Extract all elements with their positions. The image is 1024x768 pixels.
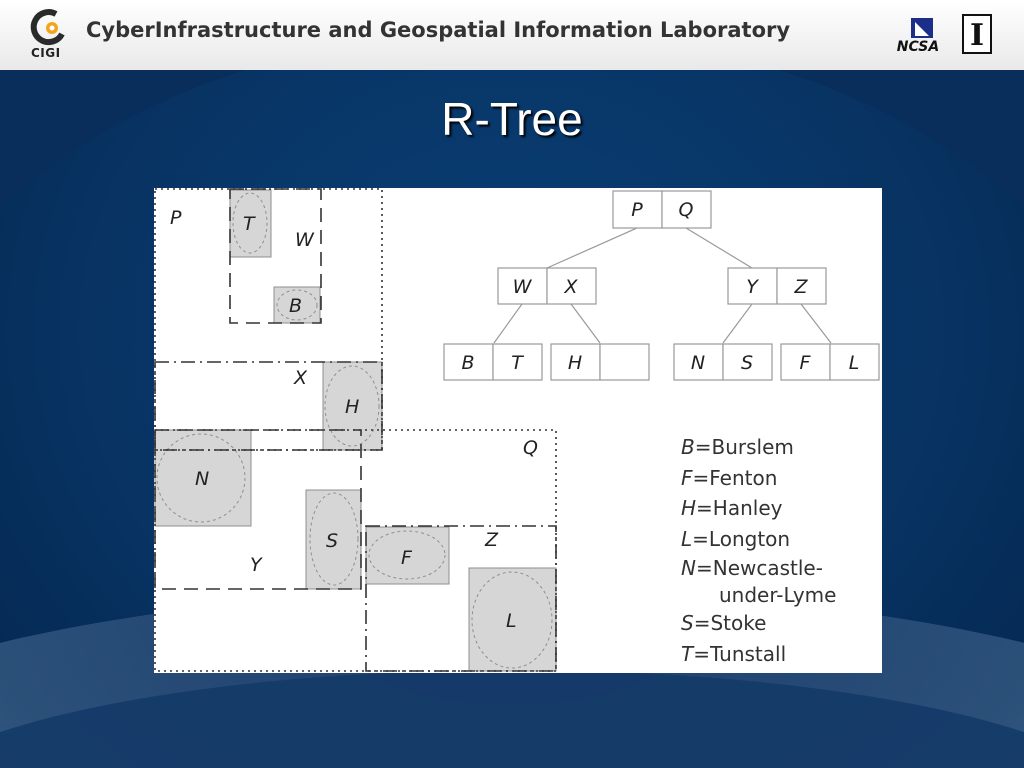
- tree-leaf-entry-B: B: [461, 352, 475, 374]
- region-label-F: F: [401, 547, 412, 569]
- tree-leaf-entry-S: S: [740, 352, 754, 374]
- tree-node-entry-X: X: [564, 276, 578, 298]
- tree-leaf-entry-F: F: [799, 352, 811, 374]
- region-label-Z: Z: [485, 529, 499, 551]
- tree-leaf-entry-L: L: [848, 352, 860, 374]
- region-label-B: B: [289, 295, 303, 317]
- legend-item: F=Fenton: [681, 465, 778, 490]
- illinois-logo-icon: [962, 14, 992, 54]
- rtree-figure: [154, 188, 882, 673]
- illinois-label: I: [969, 18, 985, 53]
- region-label-X: X: [294, 367, 308, 389]
- lab-title: CyberInfrastructure and Geospatial Information Laboratory: [86, 18, 791, 42]
- legend-item: N=Newcastle-: [681, 556, 823, 580]
- tree-node-entry-Y: Y: [746, 276, 758, 298]
- region-label-Y: Y: [250, 554, 262, 576]
- legend: [681, 432, 836, 669]
- legend-item: T=Tunstall: [681, 641, 787, 666]
- slide-title: R-Tree: [441, 93, 583, 145]
- legend-item: H=Hanley: [681, 496, 783, 520]
- legend-item: L=Longton: [681, 526, 791, 551]
- ncsa-logo-icon: [891, 16, 945, 56]
- tree-leaf-entry-T: T: [511, 352, 523, 374]
- legend-item: B=Burslem: [681, 435, 794, 459]
- region-label-S: S: [326, 530, 339, 552]
- cigi-label: CIGI: [31, 46, 61, 60]
- slide-header: [0, 0, 1024, 71]
- region-label-N: N: [195, 468, 210, 490]
- tree-leaf-entry-H: H: [567, 352, 583, 374]
- region-label-P: P: [170, 207, 182, 229]
- legend-item: S=Stoke: [681, 611, 767, 635]
- region-label-Q: Q: [523, 437, 538, 459]
- ncsa-label: NCSA: [896, 39, 940, 55]
- region-label-W: W: [295, 229, 314, 251]
- region-label-L: L: [506, 610, 517, 632]
- legend-item-continuation: under-Lyme: [719, 583, 837, 607]
- tree-node-entry-Z: Z: [794, 276, 808, 298]
- region-label-H: H: [345, 396, 360, 418]
- tree-root-entry-Q: Q: [678, 199, 694, 221]
- tree-node-entry-W: W: [512, 276, 532, 298]
- tree-root-entry-P: P: [631, 199, 643, 221]
- region-label-T: T: [243, 213, 255, 235]
- tree-leaf-entry-N: N: [690, 352, 706, 374]
